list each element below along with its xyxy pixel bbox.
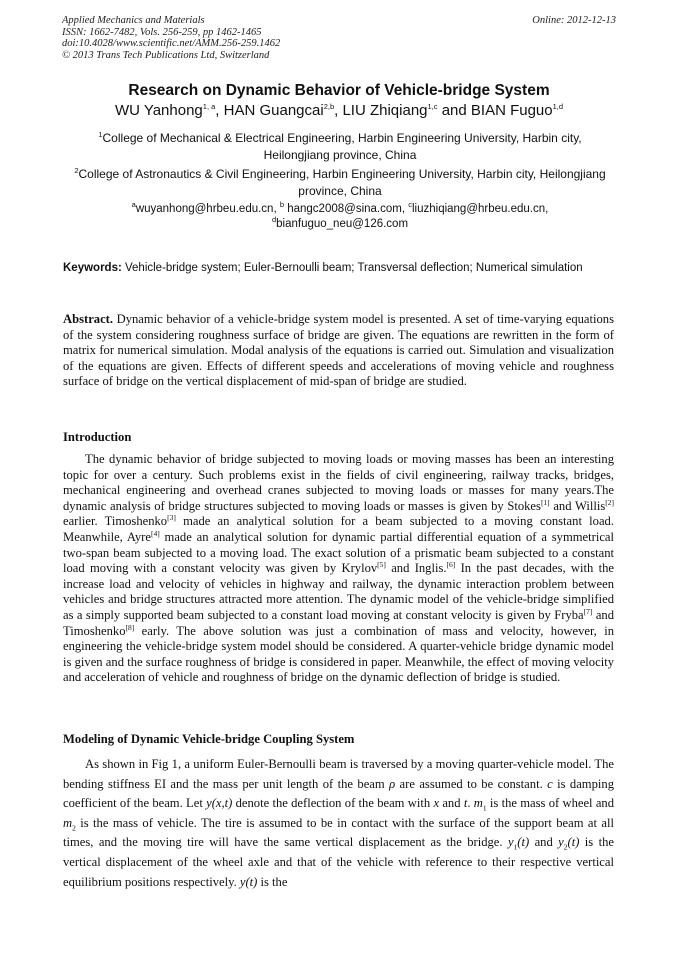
aff-sup: 2 (74, 166, 79, 175)
author-sup: 1,c (427, 102, 438, 111)
model-text: is the (257, 874, 288, 889)
aff-text: College of Mechanical & Electrical Engineering, Harbin Engineering University, Harbin city, Heilongjiang province, China (102, 131, 582, 162)
math-sub: 1 (513, 842, 518, 852)
math-sub: 1 (482, 803, 487, 813)
author-list (0, 102, 678, 119)
citation: [3] (167, 513, 176, 523)
math-symbol: ρ (389, 776, 396, 791)
citation: [2] (605, 497, 614, 507)
author-name: and BIAN Fuguo (437, 102, 553, 119)
keywords-text: Vehicle-bridge system; Euler-Bernoulli beam; Transversal deflection; Numerical simulation (125, 262, 583, 274)
paper-title: Research on Dynamic Behavior of Vehicle-bridge System (128, 82, 550, 99)
introduction-paragraph (63, 452, 614, 686)
journal-name: Applied Mechanics and Materials (62, 15, 205, 26)
model-text: and (439, 796, 464, 811)
email-link[interactable]: wuyanhong@hrbeu.edu.cn, (135, 203, 277, 215)
author-emails (70, 202, 610, 232)
model-text: and (529, 835, 559, 850)
intro-text: made an analytical solution for dynamic partial differential equation of a symmetrical two-span beam subjected to a moving load. The exact solution of a prismatic beam subjected to a constant load moving with a constant velocity was given by Krylov (63, 529, 614, 576)
math-symbol: y(x,t) (206, 796, 233, 811)
math-symbol: (t) (517, 835, 530, 850)
math-symbol: y(t) (239, 874, 258, 889)
aff-sup: 1 (98, 130, 103, 139)
math-symbol: (t) (567, 835, 580, 850)
email-sup: c (408, 200, 412, 210)
email-sup: b (279, 200, 285, 210)
online-date: Online: 2012-12-13 (532, 15, 616, 26)
author-sup: 1, a (202, 102, 216, 111)
intro-text: earlier. Timoshenko (63, 514, 168, 529)
email-link[interactable]: bianfuguo_neu@126.com (276, 218, 409, 230)
keywords-label: Keywords: (63, 262, 122, 274)
math-sub: 2 (563, 842, 568, 852)
math-symbol: m (63, 815, 73, 830)
model-text: is damping coefficient of the beam. Let (63, 776, 614, 811)
citation: [5] (377, 559, 386, 569)
author-sup: 1,d (552, 102, 564, 111)
intro-text: and Timoshenko (63, 607, 615, 638)
model-text: are assumed to be constant. (395, 776, 548, 791)
affiliation-1 (70, 130, 610, 164)
doi-line: doi:10.4028/www.scientific.net/AMM.256-259.1462 (62, 38, 281, 49)
introduction-heading: Introduction (63, 430, 132, 444)
keywords-block (63, 262, 614, 275)
intro-text: and Willis (549, 498, 606, 513)
abstract-text: Dynamic behavior of a vehicle-bridge system model is presented. A set of time-varying equations of the system considering roughness surface of bridge are given. The equations are rewritten in the form of matrix for numerical simulation. Modal analysis of the equations is carried out. Simulation and visualization of the equations are given. Effects of different speeds and accelerations of moving vehicle and roughness surface of bridge on the vertical displacement of mid-span of bridge are studied. (63, 312, 614, 389)
issn-line: ISSN: 1662-7482, Vols. 256-259, pp 1462-1465 (62, 26, 262, 38)
intro-text: early. The above solution was just a combination of mass and velocity, however, in engineering the vehicle-bridge system model should be considered. A quarter-vehicle bridge dynamic model is given and the surface roughness of bridge is considered in paper. Meanwhile, the effect of moving velocity and acceleration of vehicle and roughness of bridge on the dynamic deflection of bridge is studied. (63, 623, 614, 685)
email-sup: a (131, 200, 136, 210)
model-text: As shown in Fig 1, a uniform Euler-Bernoulli beam is traversed by a moving quarter-vehicle model. The bending stiffness EI and the mass per unit length of the beam (63, 757, 614, 791)
intro-text: and Inglis. (385, 561, 447, 576)
email-sup: d (271, 215, 277, 225)
journal-header (62, 15, 616, 61)
copyright-line: © 2013 Trans Tech Publications Ltd, Switzerland (62, 49, 270, 61)
math-sub: 2 (72, 823, 76, 833)
aff-text: College of Astronautics & Civil Engineering, Harbin Engineering University, Harbin city, Heilongjiang province, China (78, 167, 606, 198)
model-text: is the vertical displacement of the wheel axle and that of the vehicle with reference to their respective vertical equilibrium positions respectively. (63, 835, 614, 889)
math-symbol: y (507, 835, 514, 850)
modeling-heading: Modeling of Dynamic Vehicle-bridge Coupling System (63, 732, 355, 746)
citation: [7] (583, 606, 593, 616)
email-link[interactable]: liuzhiqiang@hrbeu.edu.cn, (411, 203, 549, 215)
model-text: is the mass of wheel and (486, 796, 615, 811)
author-sup: 2,b (323, 102, 335, 111)
math-symbol: t (463, 796, 468, 811)
author-name: , LIU Zhiqiang (334, 102, 428, 119)
math-symbol: m (473, 796, 483, 811)
model-text: is the mass of vehicle. The tire is assumed to be in contact with the surface of the support beam at all times, and the moving tire will have the same vertical displacement as the bridge. (63, 815, 614, 850)
abstract-block (63, 312, 614, 390)
intro-text: made an analytical solution for a beam subjected to a moving constant load. Meanwhile, Ayre (63, 514, 614, 544)
modeling-paragraph (63, 755, 614, 892)
abstract-label: Abstract. (63, 312, 114, 326)
math-symbol: c (547, 776, 553, 791)
citation: [6] (446, 559, 456, 569)
model-text: denote the deflection of the beam with (232, 796, 434, 811)
author-name: , HAN Guangcai (215, 102, 324, 119)
citation: [8] (125, 622, 135, 632)
intro-text: The dynamic behavior of bridge subjected to moving loads or moving masses has been an interesting topic for over a century. Such problems exist in the fields of civil engineering, railway tracks, bridges, mechanical engineering and overhead cranes subjected to moving loads or masses for many years.The dynamic analysis of bridge structures subjected to moving loads or masses is given by Stokes (63, 452, 614, 513)
citation: [1] (540, 497, 550, 507)
email-link[interactable]: hangc2008@sina.com, (284, 203, 406, 215)
affiliation-2 (70, 166, 610, 200)
author-name: WU Yanhong (114, 102, 203, 119)
citation: [4] (150, 528, 160, 538)
intro-text: In the past decades, with the increase load and velocity of vehicles in highway and railway, the dynamic interaction problem between vehicles and bridge structures attracted more attention. The dynamic model of the vehicle-bridge simplified as a simply supported beam subjected to a constant load moving at constant velocity is given by Fryba (63, 561, 614, 622)
math-symbol: y (558, 835, 564, 850)
math-symbol: x (433, 796, 440, 811)
model-text: . (467, 796, 474, 811)
